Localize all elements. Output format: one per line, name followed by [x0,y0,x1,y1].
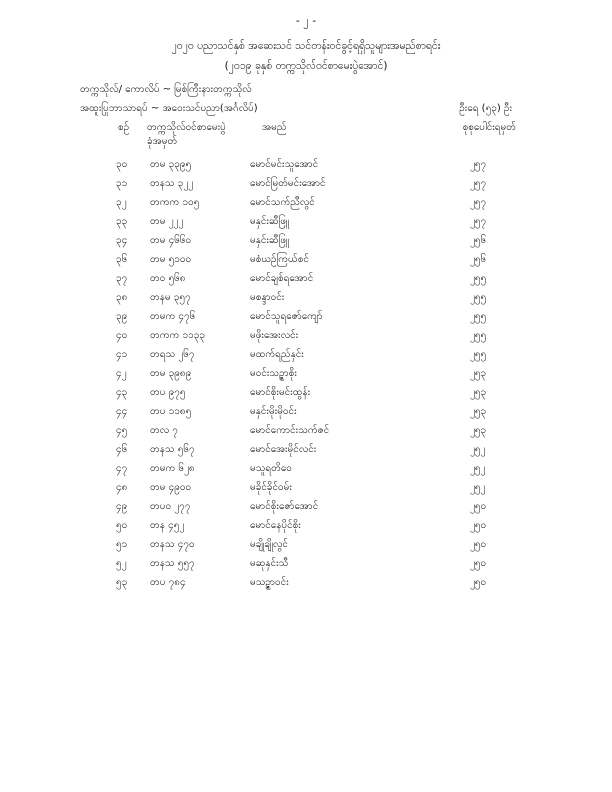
row-number: ၄၀ [116,330,128,341]
table-row [0,176,612,195]
row-number: ၄၇ [116,463,128,474]
table-row [0,214,612,233]
row-exam-id: တမ ၃၃၉၅ [150,159,192,170]
row-name: မောင်စိုးမင်းထွန်း [250,387,311,398]
row-name: မထက်ရည်နှင်း [250,349,304,360]
row-name: မစံယဉ်ကြယ်စင် [250,254,309,265]
row-exam-id: တလ ၇ [150,425,178,436]
table-row [0,385,612,404]
table-row [0,195,612,214]
header-exam-id-line2: ခုံအမှတ် [147,136,178,147]
row-number: ၄၆ [116,444,128,455]
table-row [0,157,612,176]
table-row [0,423,612,442]
header-marks: စုစုပေါင်းရမှတ် [462,122,516,133]
table-body [0,157,612,594]
row-exam-id: တပ ၁၁၈၅ [150,406,192,417]
row-number: ၃၀ [116,159,128,170]
row-exam-id: တနသ ၅၆၇ [150,444,195,455]
row-exam-id: တမက ၆၂၈ [150,463,195,474]
row-number: ၄၉ [116,501,128,512]
table-row [0,347,612,366]
row-mark: ၂၅၀ [470,558,487,569]
table-row [0,480,612,499]
row-mark: ၂၅၅ [470,330,487,341]
subject-label: အထူးပြုဘာသာရပ် ~ အဝေးသင်ပညာ(အင်္ဂလိပ်) [80,103,258,114]
row-exam-id: တဝ ၅၆၈ [150,273,186,284]
table-row [0,404,612,423]
table-row [0,461,612,480]
row-mark: ၂၅၂ [470,444,486,455]
table-row [0,252,612,271]
row-mark: ၂၅၂ [470,482,486,493]
row-name: မသဉ္ဇာဝင်း [250,577,289,588]
row-mark: ၂၅၀ [470,520,487,531]
row-name: မချိုချိုလွင် [250,539,288,550]
row-mark: ၂၅၆ [470,235,487,246]
table-row [0,518,612,537]
row-name: မောင်အေးမိုင်လင်း [250,444,317,455]
row-exam-id: တမ ၄၉၀၀ [150,482,192,493]
table-row [0,233,612,252]
row-number: ၃၁ [116,178,128,189]
row-exam-id: တမက ၄၇၆ [150,311,196,322]
table-row [0,442,612,461]
row-mark: ၂၅၃ [470,368,487,379]
row-number: ၄၂ [116,368,127,379]
row-mark: ၂၅၃ [470,425,487,436]
row-name: မနှင်းဆီဖြူ [250,216,289,227]
row-mark: ၂၅၂ [470,463,486,474]
row-mark: ၂၅၅ [470,292,487,303]
row-number: ၄၃ [116,387,128,398]
row-name: မောင်ချစ်ရအောင် [250,273,314,284]
row-name: မောင်မင်းသူအောင် [250,159,319,170]
row-number: ၅၀ [116,520,128,531]
row-mark: ၂၅၃ [470,406,487,417]
row-name: မောင်နေပိုင်စိုး [250,520,301,531]
row-name: မနှင်းဆီဖြူ [250,235,289,246]
table-row [0,366,612,385]
table-row [0,290,612,309]
row-name: မနှင်းမိုးမိုဝင်း [250,406,297,417]
table-row [0,499,612,518]
row-number: ၄၅ [116,425,128,436]
row-number: ၅၁ [116,539,128,550]
row-name: မောင်သူရဇော်ကျော် [250,311,323,322]
row-exam-id: တမ ၄၆၆၀ [150,235,192,246]
row-exam-id: တပ ၇၈၄ [150,577,186,588]
row-number: ၃၄ [116,235,128,246]
row-number: ၃၇ [116,273,128,284]
row-exam-id: တနသ ၃၂၂ [150,178,194,189]
table-row [0,575,612,594]
row-mark: ၂၅၇ [470,216,487,227]
row-exam-id: တနသ ၄၇၀ [150,539,195,550]
row-exam-id: တမ ၅၁၀၀ [150,254,192,265]
row-mark: ၂၅၅ [470,349,487,360]
row-exam-id: တမ ၂၂၂ [150,216,184,227]
table-row [0,309,612,328]
table-row [0,271,612,290]
row-name: မောင်မြတ်မင်းအောင် [250,178,326,189]
row-name: မောင်သက်ညီလွင် [250,197,315,208]
row-name: မဝင်းသဉ္ဇာစိုး [250,368,297,379]
header-no: စဉ် [118,122,130,133]
header-exam-id: တက္ကသိုလ်ဝင်စာမေးပွဲ [147,122,226,133]
total-count: ဦးရေ (၅၃) ဦး [459,103,512,114]
row-exam-id: တန ၄၅၂ [150,520,185,531]
row-name: မသူရတိဝေ [250,463,292,474]
row-exam-id: တကက ၁၀၅ [150,197,200,208]
row-mark: ၂၅၀ [470,577,487,588]
row-mark: ၂၅၇ [470,159,487,170]
document-title: ၂၀၂၀ ပညာသင်နှစ် အဆေးသင် သင်တန်းဝင်ခွင့်ရရှိသူများအမည်စာရင်း [171,40,441,52]
row-number: ၄၄ [116,406,128,417]
row-mark: ၂၅၇ [470,197,487,208]
row-exam-id: တမ ၃၉၈၉ [150,368,192,379]
row-mark: ၂၅၅ [470,273,487,284]
row-exam-id: တကက ၁၁၃၃ [150,330,205,341]
row-mark: ၂၅၇ [470,178,487,189]
table-row [0,328,612,347]
row-number: ၃၉ [116,311,128,322]
row-mark: ၂၅၀ [470,501,487,512]
row-name: မောင်ကောင်းသက်ဇင် [250,425,330,436]
row-number: ၄၁ [116,349,128,360]
page-number: - ၂ - [295,14,317,27]
document-subtitle: (၂၀၁၉ ခုနှစ် တက္ကသိုလ်ဝင်စာမေးပွဲအောင်) [224,60,388,72]
table-header [0,120,612,150]
row-number: ၅၃ [116,577,128,588]
table-row [0,556,612,575]
table-row [0,537,612,556]
row-exam-id: တပဝ ၂၇၇ [150,501,191,512]
row-name: မစန္ဒာဝင်း [250,292,285,303]
header-name: အမည် [262,122,287,133]
row-number: ၃၈ [116,292,128,303]
row-exam-id: တရသ ၂၆၇ [150,349,195,360]
row-number: ၅၂ [116,558,127,569]
row-name: မခိုင်ခိုင်ဝမ်း [250,482,292,493]
row-mark: ၂၅၀ [470,539,487,550]
university-line: တက္ကသိုလ်/ ကောလိပ် ~ မြစ်ကြီးနားတက္ကသိုလ် [80,84,252,95]
row-mark: ၂၅၃ [470,387,487,398]
row-name: မဖိုးအေးလင်း [250,330,299,341]
row-mark: ၂၅၆ [470,254,487,265]
row-number: ၃၂ [116,197,127,208]
row-exam-id: တပ ၉၇၅ [150,387,186,398]
row-exam-id: တနမ ၃၅၇ [150,292,191,303]
row-number: ၃၆ [116,254,128,265]
row-number: ၃၃ [116,216,128,227]
row-exam-id: တနသ ၅၅၇ [150,558,195,569]
row-name: မဆုနှင်းသီ [250,558,289,569]
row-mark: ၂၅၅ [470,311,487,322]
row-name: မောင်စိုးဇော်အောင် [250,501,319,512]
row-number: ၄၈ [116,482,128,493]
